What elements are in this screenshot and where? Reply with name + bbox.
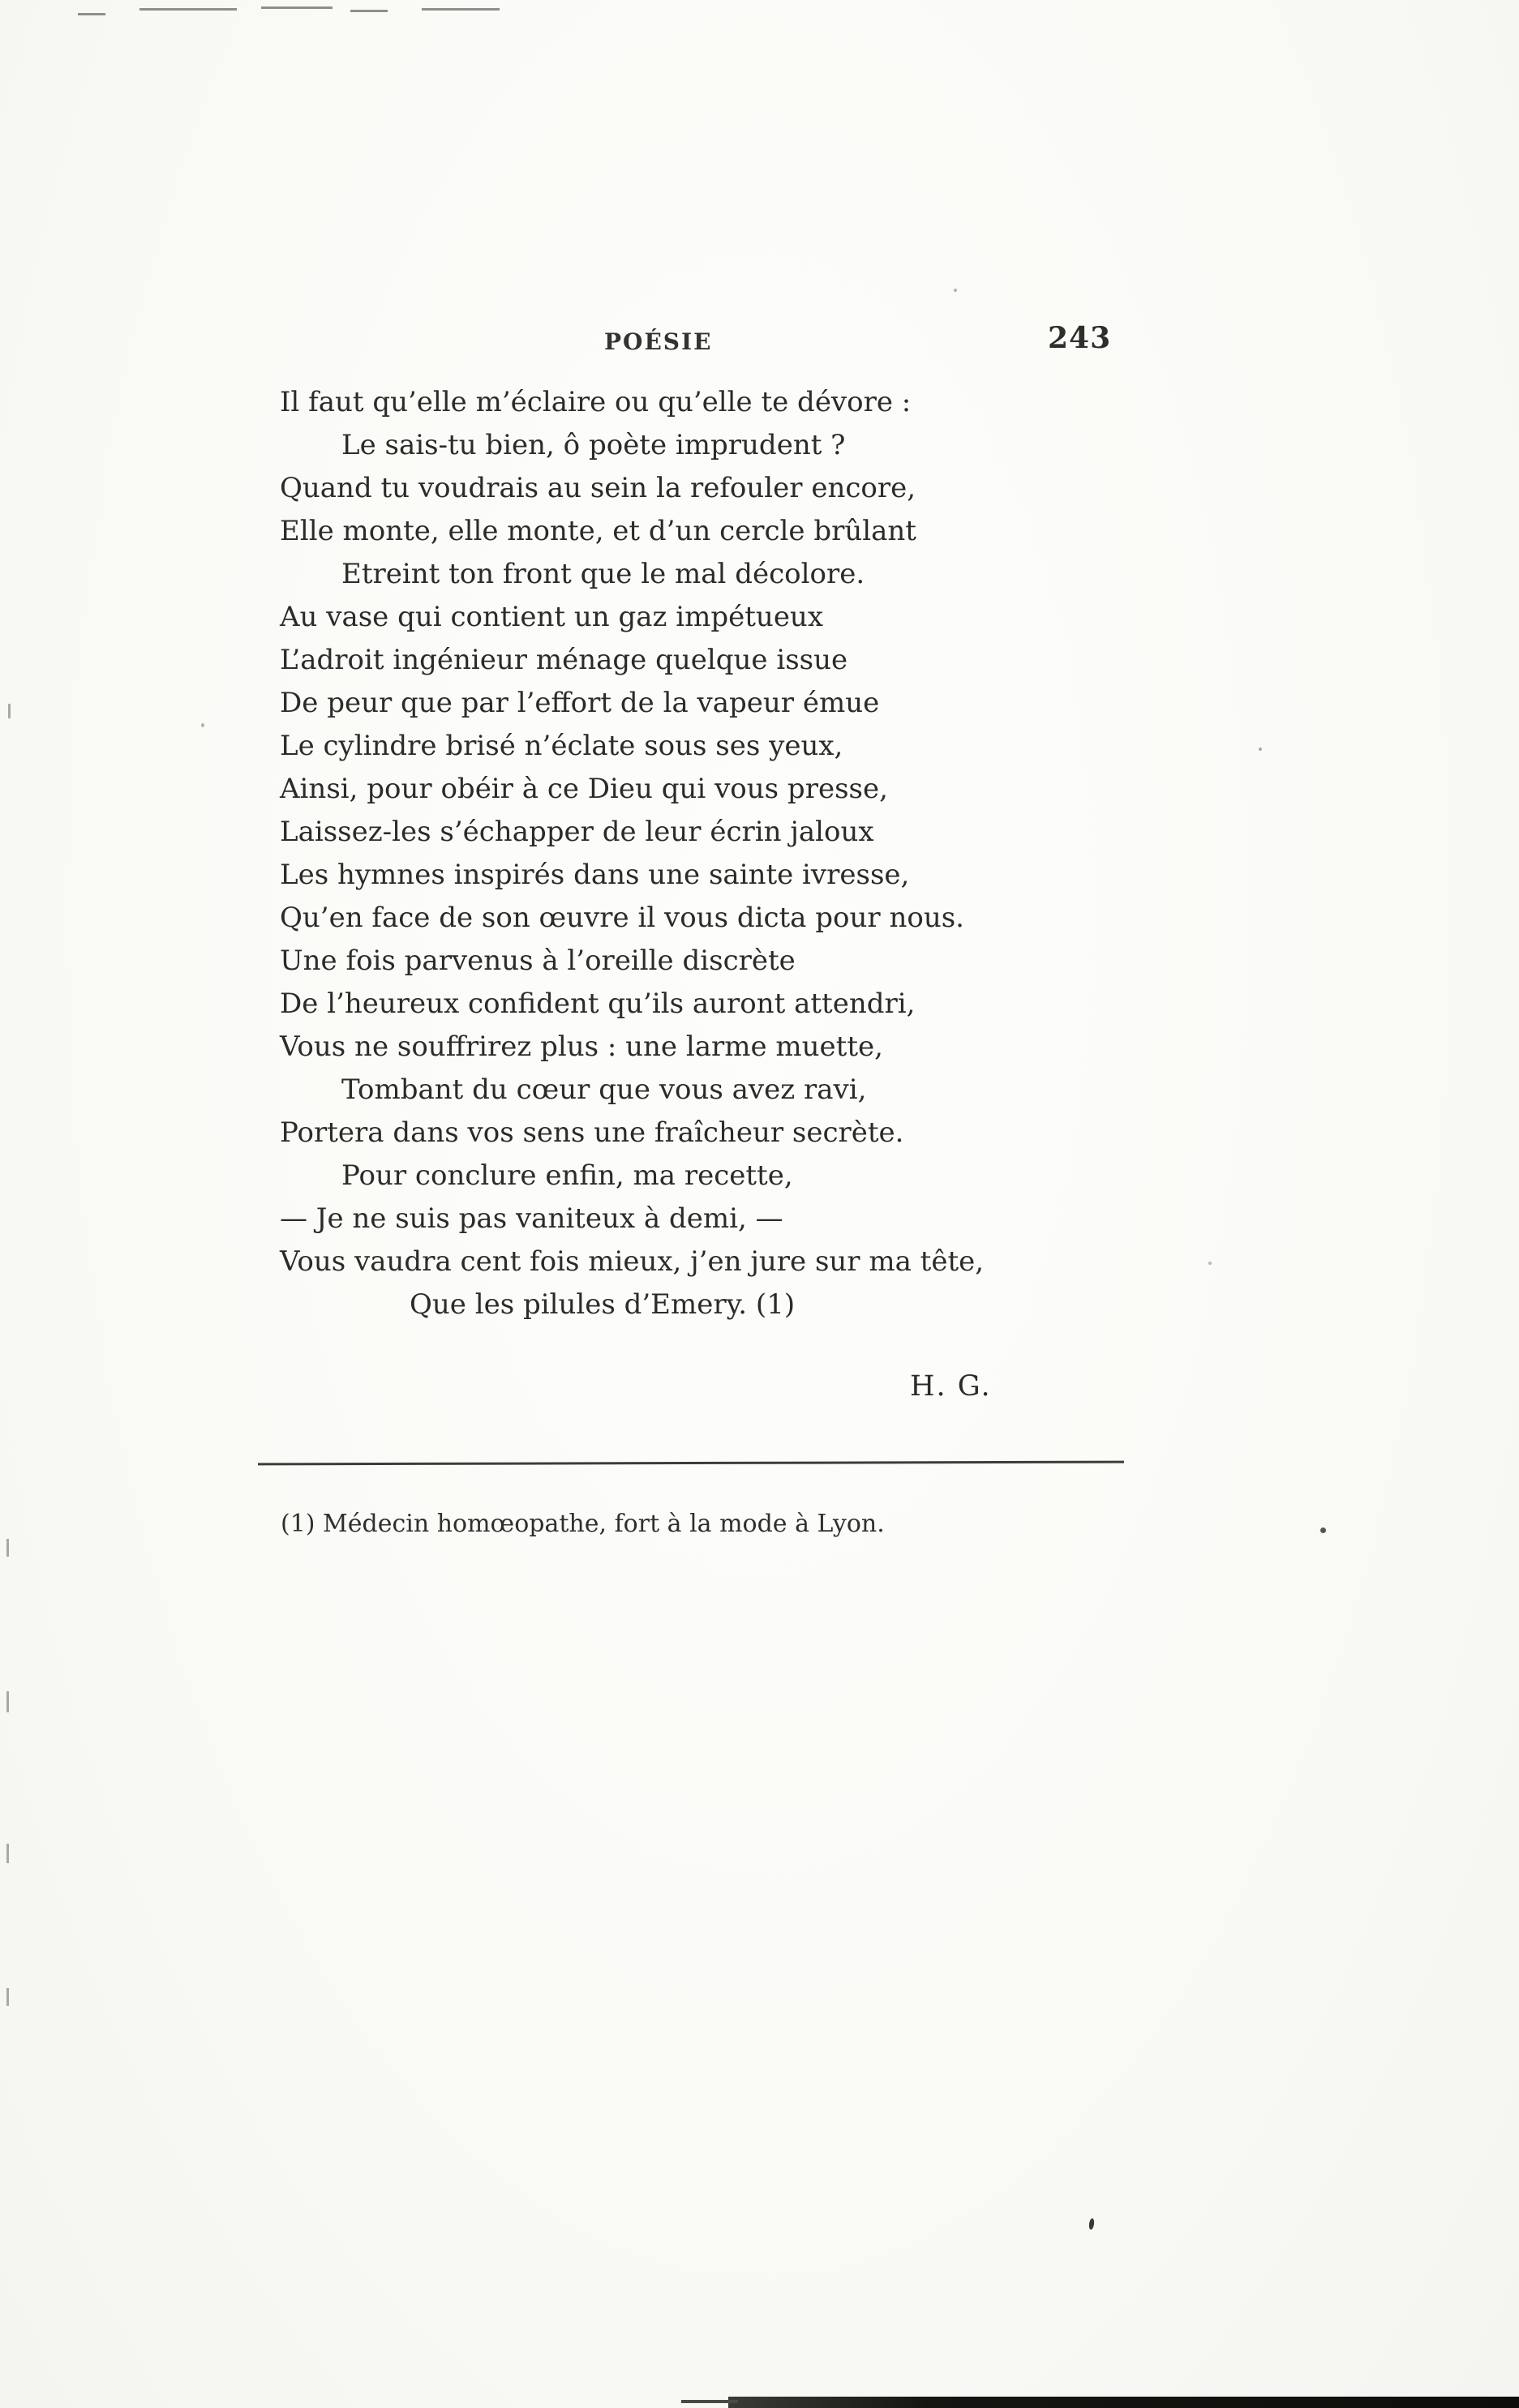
page-number: 243 <box>1048 321 1112 355</box>
scan-speck <box>201 723 204 727</box>
poem-line: De peur que par l’effort de la vapeur émue <box>280 687 880 719</box>
poem-line: Vous vaudra cent fois mieux, j’en jure sur ma tête, <box>280 1245 985 1278</box>
poem-line: Laissez-les s’échapper de leur écrin jaloux <box>280 816 874 848</box>
poem-line: Vous ne souffrirez plus : une larme muette, <box>280 1030 883 1063</box>
poem-line: Le sais-tu bien, ô poète imprudent ? <box>341 429 846 461</box>
scan-artifact <box>78 13 105 15</box>
scan-artifact <box>6 1691 9 1712</box>
scan-artifact <box>139 8 237 11</box>
poem-line: Quand tu voudrais au sein la refouler encore, <box>280 472 916 504</box>
scan-artifact <box>261 6 333 9</box>
scan-speck <box>954 289 957 292</box>
scan-speck <box>1208 1262 1212 1265</box>
poem-line: Pour conclure enfin, ma recette, <box>341 1159 793 1192</box>
footnote: (1) Médecin homœopathe, fort à la mode à Lyon. <box>281 1510 885 1538</box>
poem-line: Les hymnes inspirés dans une sainte ivresse, <box>280 859 910 891</box>
footnote-rule <box>258 1461 1124 1466</box>
poem-line: Tombant du cœur que vous avez ravi, <box>341 1073 867 1106</box>
poem-line: Ainsi, pour obéir à ce Dieu qui vous presse, <box>280 773 888 805</box>
poem-line: De l’heureux confident qu’ils auront attendri, <box>280 988 916 1020</box>
poem-line: L’adroit ingénieur ménage quelque issue <box>280 644 848 676</box>
poem-line: Il faut qu’elle m’éclaire ou qu’elle te dévore : <box>280 386 912 418</box>
author-signature: H. G. <box>910 1370 992 1403</box>
scan-artifact <box>350 10 388 12</box>
poem-line: Portera dans vos sens une fraîcheur secrète. <box>280 1116 904 1149</box>
poem-line: Que les pilules d’Emery. (1) <box>410 1288 796 1321</box>
scan-speck <box>1259 748 1262 751</box>
scan-artifact <box>8 704 11 718</box>
poem-line: Le cylindre brisé n’éclate sous ses yeux, <box>280 730 843 762</box>
poem-line: — Je ne suis pas vaniteux à demi, — <box>280 1202 783 1235</box>
scan-speck <box>1320 1527 1326 1533</box>
poem-line: Elle monte, elle monte, et d’un cercle brûlant <box>280 515 916 547</box>
poem-line: Au vase qui contient un gaz impétueux <box>280 601 824 633</box>
scan-artifact <box>6 1844 9 1863</box>
running-title: POÉSIE <box>604 328 713 355</box>
poem-line: Qu’en face de son œuvre il vous dicta pour nous. <box>280 902 964 934</box>
scan-artifact <box>6 1539 9 1557</box>
scan-artifact <box>422 8 500 11</box>
scan-edge-bar-fragment <box>681 2400 738 2403</box>
scan-edge-bar <box>728 2397 1519 2408</box>
poem-line: Etreint ton front que le mal décolore. <box>341 558 865 590</box>
poem-line: Une fois parvenus à l’oreille discrète <box>280 945 796 977</box>
poem <box>280 381 984 1326</box>
ink-mark <box>1088 2218 1095 2230</box>
scan-artifact <box>6 1988 9 2006</box>
